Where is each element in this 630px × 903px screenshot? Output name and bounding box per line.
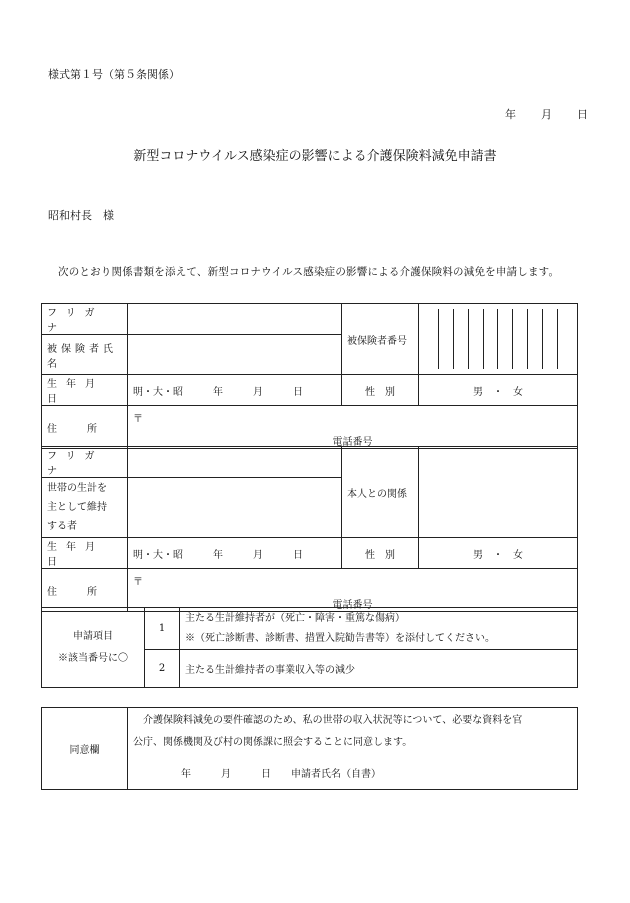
- date-line: [505, 106, 613, 122]
- insured-name-label: 被保険者氏名: [42, 335, 128, 375]
- insured-postal-mark: 〒: [133, 414, 143, 425]
- date-day: 日: [577, 108, 588, 121]
- insured-furigana-field[interactable]: [128, 304, 342, 335]
- date-month: 月: [541, 108, 552, 121]
- consent-table: [41, 707, 578, 790]
- option-1-line-1: 主たる生計維持者が（死亡・障害・重篤な傷病）: [185, 612, 405, 624]
- consent-body: [128, 708, 578, 790]
- consent-label: 同意欄: [42, 708, 128, 790]
- application-item-label: [42, 608, 145, 688]
- insured-name-field[interactable]: [128, 335, 342, 375]
- intro-text: 次のとおり関係書類を添えて、新型コロナウイルス感染症の影響による介護保険料の減免を申請します。: [58, 266, 560, 278]
- householder-furigana-label: フリガナ: [42, 447, 128, 478]
- insured-number-field[interactable]: [419, 304, 578, 375]
- householder-relation-field[interactable]: [419, 447, 578, 538]
- form-id: 様式第１号（第５条関係）: [48, 68, 180, 81]
- addressee: 昭和村長 様: [48, 209, 114, 222]
- insured-address-label: 住 所: [42, 406, 128, 449]
- householder-label-line-3: する者: [47, 521, 77, 532]
- insured-table: [41, 303, 578, 449]
- householder-name-field[interactable]: [128, 478, 342, 538]
- digit-box[interactable]: [454, 309, 469, 369]
- householder-address-label: 住 所: [42, 569, 128, 612]
- insured-number-boxes: [424, 309, 572, 369]
- digit-box[interactable]: [513, 309, 528, 369]
- insured-number-label: 被保険者番号: [342, 304, 419, 375]
- digit-box[interactable]: [439, 309, 454, 369]
- date-year: 年: [505, 108, 516, 121]
- insured-furigana-label: フリガナ: [42, 304, 128, 335]
- consent-line-2: 公庁、関係機関及び村の関係課に照会することに同意します。: [133, 737, 413, 748]
- householder-relation-label: 本人との関係: [342, 447, 419, 538]
- digit-box[interactable]: [557, 309, 572, 369]
- insured-sex-value[interactable]: 男 ・ 女: [419, 375, 578, 406]
- consent-line-1: 介護保険料減免の要件確認のため、私の世帯の収入状況等について、必要な資料を官: [143, 715, 523, 726]
- option-1-text: [180, 608, 578, 650]
- digit-box[interactable]: [424, 309, 439, 369]
- householder-sex-label: 性 別: [342, 538, 419, 569]
- householder-birth-label: 生年月日: [42, 538, 128, 569]
- insured-sex-label: 性 別: [342, 375, 419, 406]
- insured-phone-label: 電話番号: [332, 437, 373, 448]
- householder-name-label: [42, 478, 128, 538]
- insured-address-field[interactable]: [128, 406, 578, 449]
- householder-birth-value[interactable]: 明・大・昭 年 月 日: [128, 538, 342, 569]
- consent-sign-line[interactable]: 年 月 日 申請者氏名（自書）: [181, 769, 381, 780]
- householder-address-field[interactable]: [128, 569, 578, 612]
- option-1-line-2: ※（死亡診断書、診断書、措置入院勧告書等）を添付してください。: [185, 632, 495, 644]
- digit-box[interactable]: [498, 309, 513, 369]
- householder-furigana-field[interactable]: [128, 447, 342, 478]
- option-2-number[interactable]: 2: [145, 650, 180, 688]
- digit-box[interactable]: [468, 309, 483, 369]
- householder-sex-value[interactable]: 男 ・ 女: [419, 538, 578, 569]
- householder-phone-label: 電話番号: [332, 600, 373, 611]
- digit-box[interactable]: [528, 309, 543, 369]
- application-table: [41, 607, 578, 688]
- insured-birth-value[interactable]: 明・大・昭 年 月 日: [128, 375, 342, 406]
- householder-label-line-2: 主として維持: [47, 502, 107, 513]
- option-2-text: 主たる生計維持者の事業収入等の減少: [180, 650, 578, 688]
- digit-box[interactable]: [483, 309, 498, 369]
- option-1-number[interactable]: 1: [145, 608, 180, 650]
- insured-birth-label: 生年月日: [42, 375, 128, 406]
- householder-label-line-1: 世帯の生計を: [47, 483, 107, 494]
- form-title: 新型コロナウイルス感染症の影響による介護保険料減免申請書: [133, 149, 497, 164]
- application-item-title: 申請項目: [73, 630, 113, 642]
- digit-box[interactable]: [542, 309, 557, 369]
- householder-table: [41, 446, 578, 612]
- application-item-note: ※該当番号に〇: [58, 652, 128, 664]
- householder-postal-mark: 〒: [133, 577, 143, 588]
